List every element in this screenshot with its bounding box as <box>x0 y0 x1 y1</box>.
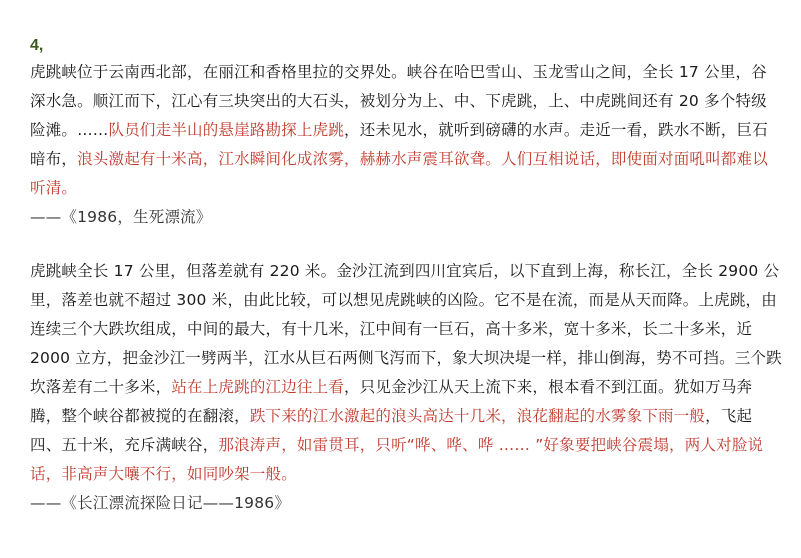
text-run: ，只见金沙江从天上流下来，根本看不到江面。犹如万马奔腾，整个峡谷都被搅的在翻滚， <box>30 378 753 425</box>
highlighted-text: 跌下来的江水激起的浪头高达十几米，浪花翻起的水雾象下雨一般 <box>249 407 706 425</box>
text-run: 虎跳峡位于云南西北部，在丽江和香格里拉的交界处。峡谷在哈巴雪山、玉龙雪山之间，全长 17 公里，谷深水急。顺江而下，江心有三块突出的大石头，被划分为上、中、下虎跳，上、中虎跳间还有 20 多个特级险滩。…… <box>30 63 767 139</box>
highlighted-text: 队员们走半山的悬崖路勘探上虎跳 <box>108 121 345 139</box>
excerpt-paragraph-1 <box>30 58 782 232</box>
source-citation-1: ——《1986，生死漂流》 <box>30 208 212 226</box>
text-run: ，还未见水，就听到磅礴的水声。走近一看，跌水不断，巨石暗布， <box>30 121 768 168</box>
excerpt-paragraph-2 <box>30 257 782 518</box>
text-run: ，飞起四、五十米，充斥满峡谷， <box>30 407 753 454</box>
highlighted-text: 那浪涛声，如雷贯耳，只听“哗、哗、哗 …… ”好象要把峡谷震塌，两人对脸说话，非高声大嚷不行，如同吵架一般。 <box>30 436 764 483</box>
item-number: 4, <box>30 37 44 54</box>
highlighted-text: 站在上虎跳的江边往上看 <box>171 378 345 396</box>
highlighted-text: 浪头激起有十米高，江水瞬间化成浓雾，赫赫水声震耳欲聋。人们互相说话，即使面对面吼叫都难以听清。 <box>30 150 768 197</box>
text-run: 虎跳峡全长 17 公里，但落差就有 220 米。金沙江流到四川宜宾后，以下直到上海，称长江，全长 2900 公里，落差也就不超过 300 米，由此比较，可以想见虎跳峡的凶险。它不是在流，而是从天而降。上虎跳，由连续三个大跌坎组成，中间的最大，有十几米，江中间有一巨石，高十多米，宽十多米，长二十多米，近 2000 立方，把金沙江一劈两半，江水从巨石两侧飞泻而下，象大坝决堤一样，排山倒海，势不可挡。三个跌坎落差有二十多米， <box>30 262 782 396</box>
source-citation-2: ——《长江漂流探险日记——1986》 <box>30 494 291 512</box>
